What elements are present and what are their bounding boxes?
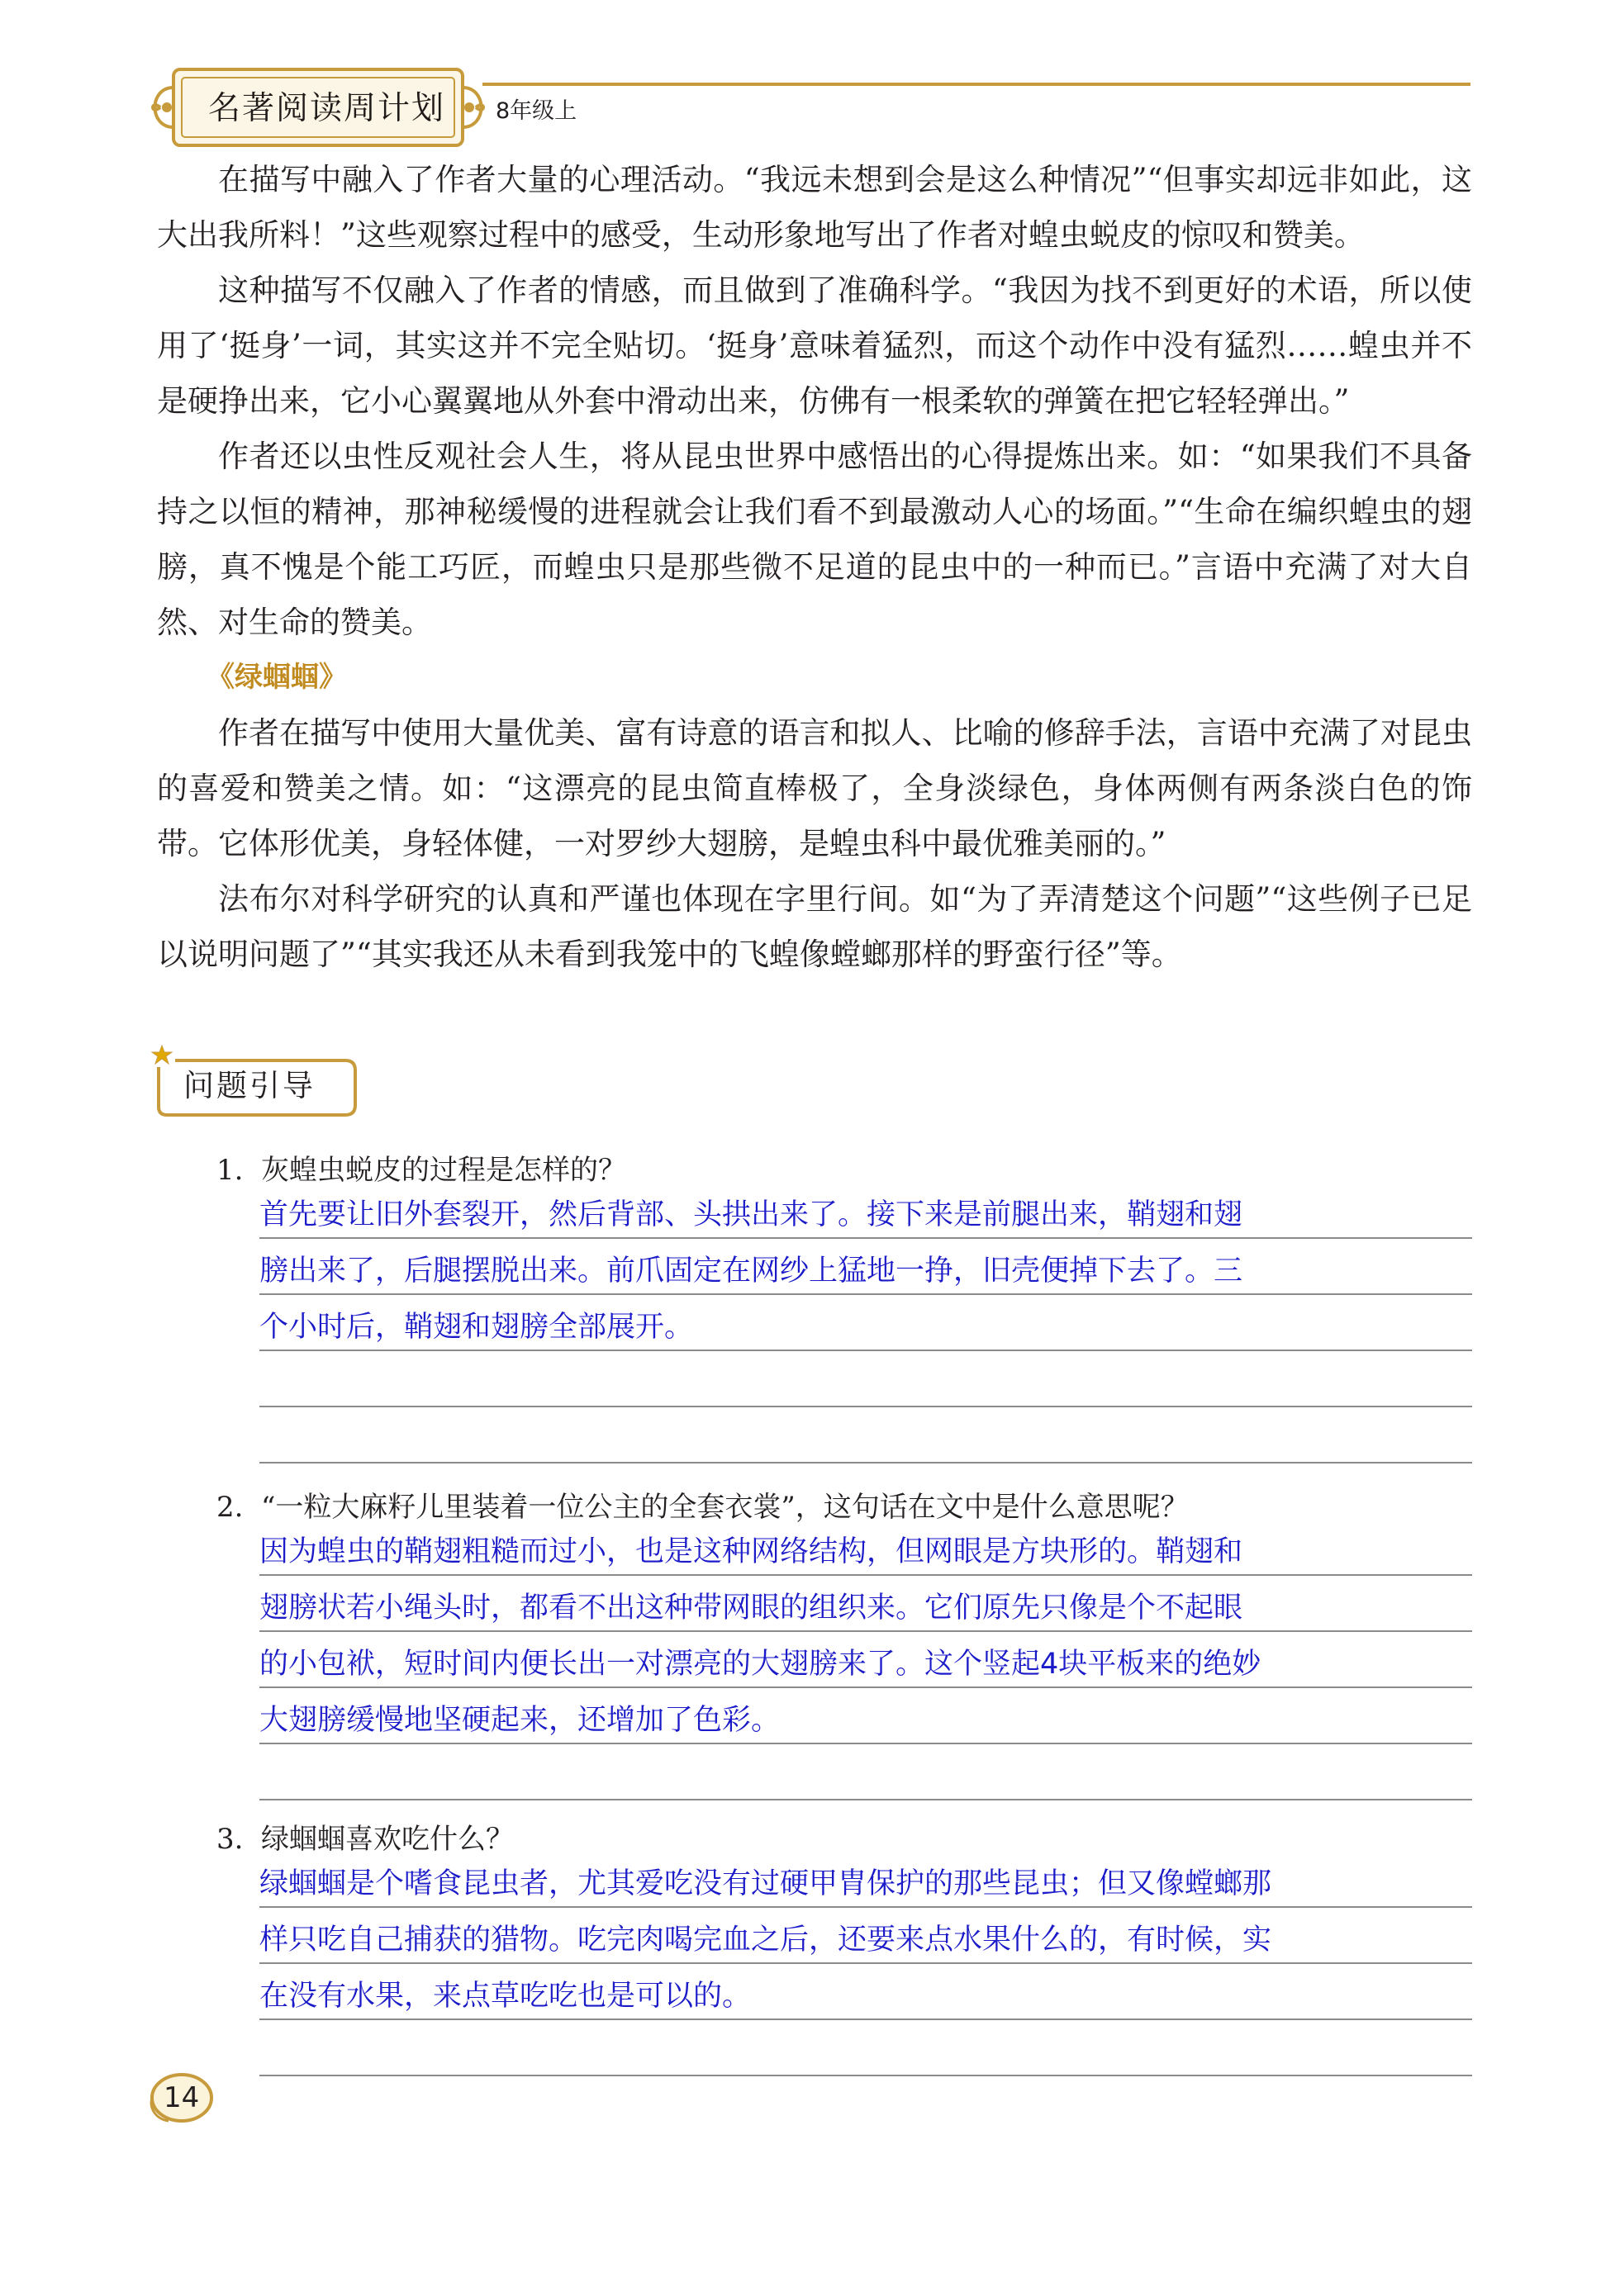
- answer-line: 个小时后，鞘翅和翅膀全部展开。: [259, 1311, 694, 1344]
- ruled-line: [259, 1630, 1472, 1632]
- paragraph: 作者还以虫性反观社会人生，将从昆虫世界中感悟出的心得提炼出来。如：“如果我们不具备持之以恒的精神，那神秘缓慢的进程就会让我们看不到最激动人心的场面。”“生命在编织蝗虫的翅膀，真不愧是个能工巧匠，而蝗虫只是那些微不足道的昆虫中的一种而已。”言语中充满了对大自然、对生命的赞美。: [157, 439, 1472, 640]
- question-text: [216, 1150, 1472, 1191]
- ruled-line: [259, 1962, 1472, 1964]
- question-number: 2.: [216, 1491, 244, 1524]
- question-text: [216, 1819, 1472, 1860]
- ruled-line: [259, 1293, 1472, 1295]
- grade-label: 8年级上: [496, 98, 577, 124]
- header-rule: [482, 83, 1470, 86]
- page-number: 14: [164, 2081, 200, 2114]
- ruled-line: [259, 1237, 1472, 1239]
- answer-line: 首先要让旧外套裂开，然后背部、头拱出来了。接下来是前腿出来，鞘翅和翅: [259, 1198, 1243, 1231]
- ruled-line: [259, 1462, 1472, 1463]
- question-number: 3.: [216, 1823, 244, 1856]
- question-text: [216, 1487, 1472, 1528]
- answer-line: 膀出来了，后腿摆脱出来。前爪固定在网纱上猛地一挣，旧壳便掉下去了。三: [259, 1255, 1243, 1288]
- question-item: [216, 1487, 1472, 1800]
- page-number-badge: [145, 2068, 218, 2126]
- ruled-line: [259, 1799, 1472, 1800]
- answer-area: [259, 1191, 1472, 1463]
- ruled-line: [259, 1574, 1472, 1576]
- paragraph: 在描写中融入了作者大量的心理活动。“我远未想到会是这么种情况”“但事实却远非如此，这大出我所料！”这些观察过程中的感受，生动形象地写出了作者对蝗虫蜕皮的惊叹和赞美。: [157, 162, 1472, 253]
- answer-line: 翅膀状若小绳头时，都看不出这种带网眼的组织来。它们原先只像是个不起眼: [259, 1592, 1243, 1625]
- paragraph: 作者在描写中使用大量优美、富有诗意的语言和拟人、比喻的修辞手法，言语中充满了对昆虫的喜爱和赞美之情。如：“这漂亮的昆虫简直棒极了，全身淡绿色，身体两侧有两条淡白色的饰带。它体形优美，身轻体健，一对罗纱大翅膀，是蝗虫科中最优雅美丽的。”: [157, 715, 1472, 861]
- answer-line: 样只吃自己捕获的猎物。吃完肉喝完血之后，还要来点水果什么的，有时候，实: [259, 1924, 1272, 1957]
- ruled-line: [259, 1686, 1472, 1688]
- question-prompt: 绿蝈蝈喜欢吃什么？: [261, 1823, 514, 1856]
- ruled-line: [259, 1406, 1472, 1407]
- answer-area: [259, 1528, 1472, 1800]
- answer-line: 绿蝈蝈是个嗜食昆虫者，尤其爱吃没有过硬甲胄保护的那些昆虫；但又像螳螂那: [259, 1867, 1272, 1900]
- paragraph: 这种描写不仅融入了作者的情感，而且做到了准确科学。“我因为找不到更好的术语，所以使用了‘挺身’一词，其实这并不完全贴切。‘挺身’意味着猛烈，而这个动作中没有猛烈……蝗虫并不是硬挣出来，它小心翼翼地从外套中滑动出来，仿佛有一根柔软的弹簧在把它轻轻弹出。”: [157, 273, 1472, 419]
- answer-line: 在没有水果，来点草吃吃也是可以的。: [259, 1980, 752, 2013]
- question-prompt: 灰蝗虫蜕皮的过程是怎样的？: [261, 1154, 626, 1187]
- ruled-line: [259, 1743, 1472, 1744]
- answer-line: 大翅膀缓慢地坚硬起来，还增加了色彩。: [259, 1704, 781, 1737]
- answer-line: 因为蝗虫的鞘翅粗糙而过小，也是这种网络结构，但网眼是方块形的。鞘翅和: [259, 1535, 1243, 1568]
- ruled-line: [259, 2018, 1472, 2020]
- answer-area: [259, 1860, 1472, 2076]
- question-number: 1.: [216, 1154, 244, 1187]
- main-content: [157, 152, 1472, 982]
- section-heading: 《绿蝈蝈》: [207, 661, 347, 694]
- book-series-title: 名著阅读周计划: [208, 90, 446, 127]
- question-guide-label: 问题引导: [183, 1068, 316, 1103]
- star-icon: [152, 1046, 172, 1064]
- answer-line: 的小包袱，短时间内便长出一对漂亮的大翅膀来了。这个竖起4块平板来的绝妙: [259, 1648, 1261, 1681]
- ruled-line: [259, 2075, 1472, 2076]
- paragraph: 法布尔对科学研究的认真和严谨也体现在字里行间。如“为了弄清楚这个问题”“这些例子已足以说明问题了”“其实我还从未看到我笼中的飞蝗像螳螂那样的野蛮行径”等。: [157, 881, 1472, 972]
- ruled-line: [259, 1906, 1472, 1908]
- question-item: [216, 1819, 1472, 2076]
- ruled-line: [259, 1350, 1472, 1351]
- question-guide-badge: [150, 1042, 365, 1121]
- question-item: [216, 1150, 1472, 1463]
- question-prompt: “一粒大麻籽儿里装着一位公主的全套衣裳”，这句话在文中是什么意思呢？: [261, 1491, 1189, 1524]
